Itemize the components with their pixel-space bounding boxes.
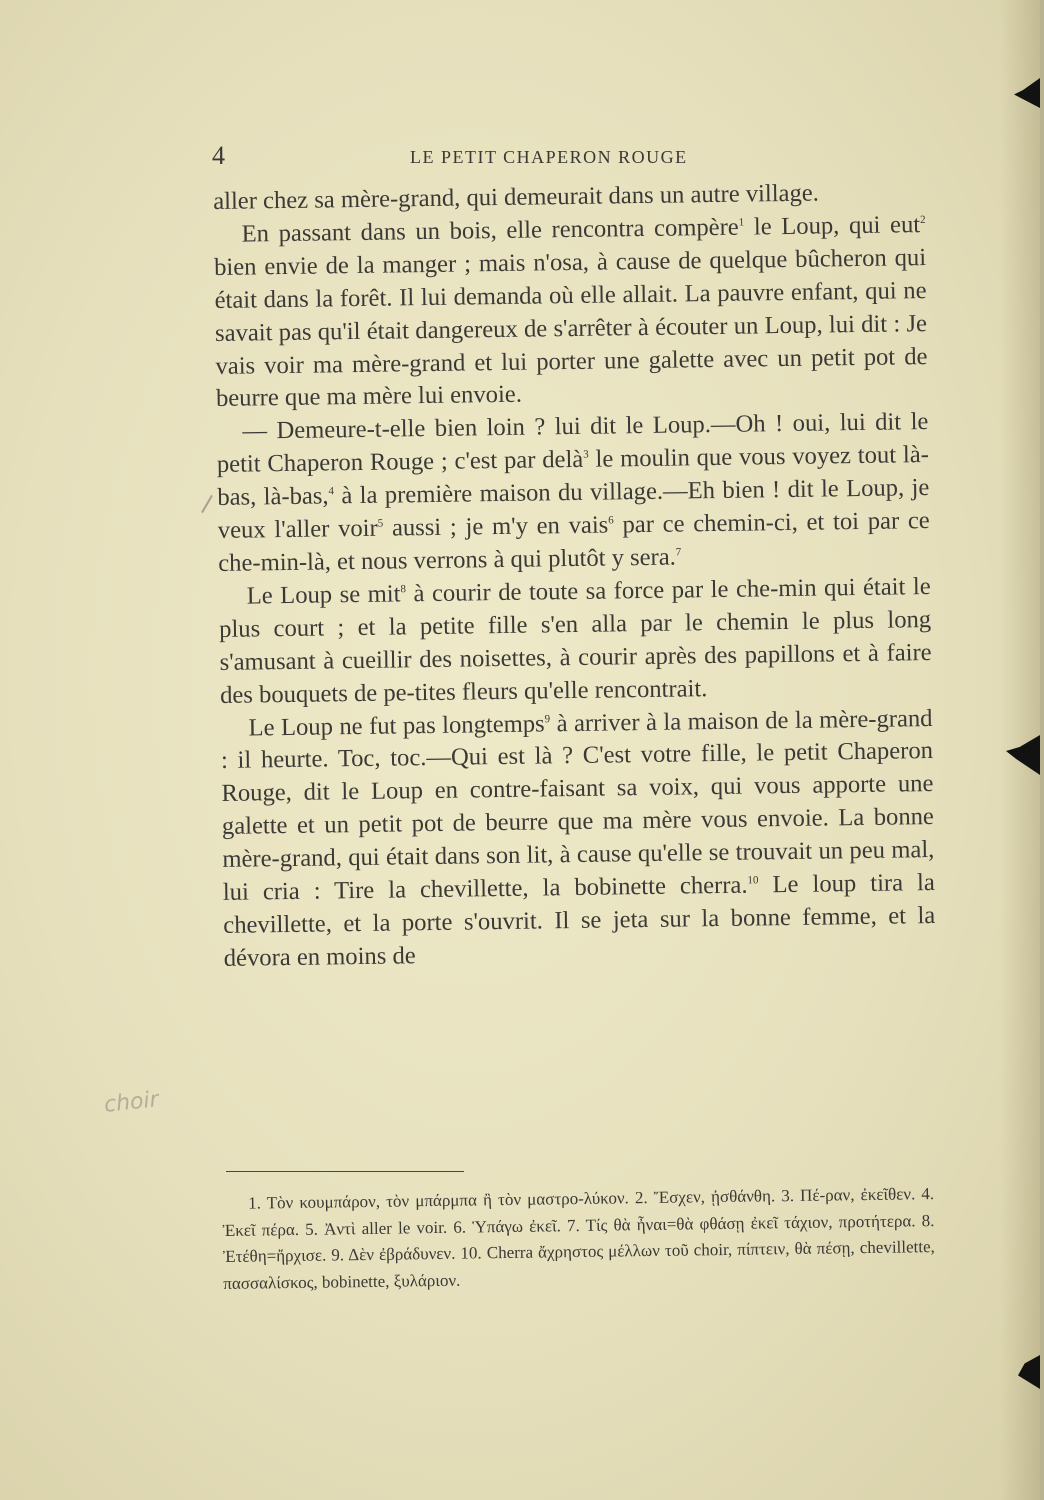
footnote-ref: 2 (919, 213, 926, 226)
paragraph-2: En passant dans un bois, elle rencontra compère$^1$ le Loup, qui eut$^2$ bien envie de la manger ; mais n'osa, à cause de quelque bûcheron qui était dans la forêt. Il lui demanda où elle allait. La pauvre enfant, qui ne savait pas qu'il était dangereux de s'arrêter à écouter un Loup, lui dit : Je vais voir ma mère-grand et lui porter une galette avec un petit pot de beurre que ma mère lui envoie. (213, 211, 928, 413)
footnote-rule (226, 1171, 464, 1172)
footnote-ref: 7 (675, 546, 682, 559)
page-number: 4 (212, 141, 225, 170)
footnote-ref: 3 (583, 448, 589, 461)
footnote-ref: 4 (328, 485, 335, 498)
paragraph-4: Le Loup se mit$^8$ à courir de toute sa force par le che-min qui était le plus court ; et la petite fille s'en alla par le chemin le plus long s'amusant à cueillir des noisettes, à courir après des papillons et à faire des bouquets de pe-tites fleurs qu'elle rencontrait. (219, 572, 932, 709)
footnote-ref: 1 (738, 216, 745, 229)
footnotes (222, 1181, 935, 1297)
footnote-ref: 6 (608, 514, 614, 527)
footnote-text: 1. Τὸν κουμπάρον, τὸν μπάρμπα ἢ τὸν μαστρο-λύκον. 2. Ἔσχεν, ᾐσθάνθη. 3. Πέ-ραν, ἐκεῖθεν. 4. Ἐκεῖ πέρα. 5. Ἀντὶ aller le voir. 6. Ὑπάγω ἐκεῖ. 7. Τίς θὰ ἦναι=θὰ φθάσῃ ἐκεῖ τάχιον, προτήτερα. 8. Ἐτέθη=ἤρχισε. 9. Δὲν ἐβράδυνεν. 10. Cherra ἄχρηστος μέλλων τοῦ choir, πίπτειν, θὰ πέσῃ, chevillette, πασσαλίσκος, bobinette, ξυλάριον. (222, 1184, 935, 1293)
footnote-ref: 5 (377, 517, 384, 530)
footnote-ref: 8 (400, 583, 406, 596)
paragraph-1: aller chez sa mère-grand, qui demeurait dans un autre village. (213, 179, 820, 215)
margin-pencil-note: choir (102, 1087, 160, 1118)
pencil-stroke (201, 495, 213, 513)
running-title: LE PETIT CHAPERON ROUGE (410, 147, 688, 167)
footnote-ref: 9 (544, 712, 551, 725)
paragraph-5: Le Loup ne fut pas longtemps$^9$ à arriver à la maison de la mère-grand : il heurte. Toc, toc.—Qui est là ? C'est votre fille, le petit Chaperon Rouge, dit le Loup en contre-faisant sa voix, qui vous apporte une galette et un petit pot de beurre que ma mère vous envoie. La bonne mère-grand, qui était dans son lit, à cause qu'elle se trouvait un peu mal, lui cria : Tire la chevillette, la bobinette cherra.$^{10}$ Le loup tira la chevillette, et la porte s'ouvrit. Il se jeta sur la bonne femme, et la dévora en moins de (220, 704, 936, 972)
page-header (212, 141, 722, 177)
body-text (213, 176, 936, 976)
footnote-ref: 10 (747, 874, 759, 887)
paragraph-3: — Demeure-t-elle bien loin ? lui dit le Loup.—Oh ! oui, lui dit le petit Chaperon Rouge ; c'est par delà$^3$ le moulin que vous voyez tout là-bas, là-bas,$^4$ à la première maison du village.—Eh bien ! dit le Loup, je veux l'aller voir$^5$ aussi ; je m'y en vais$^6$ par ce chemin-ci, et toi par ce che-min-là, et nous verrons à qui plutôt y sera.$^7$ (216, 408, 930, 577)
